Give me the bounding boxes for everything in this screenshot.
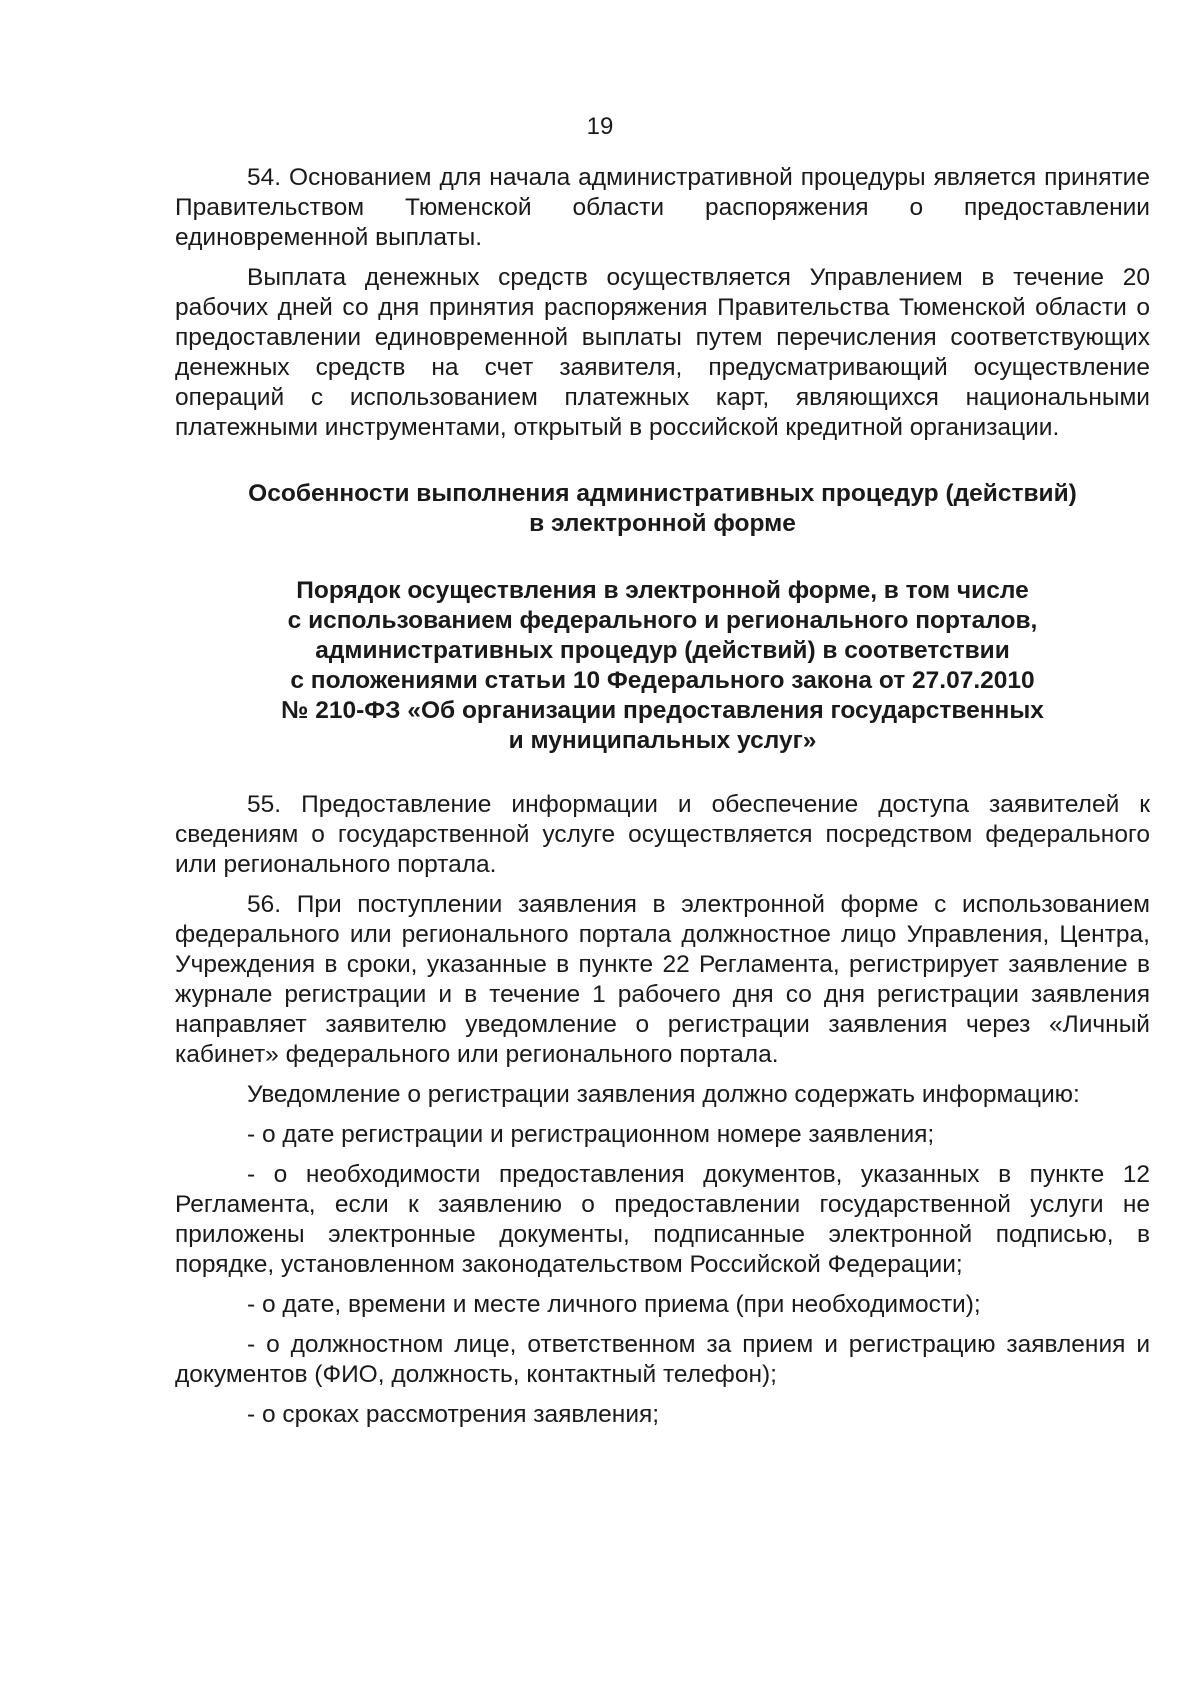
paragraph-payment: Выплата денежных средств осуществляется Управлением в течение 20 рабочих дней со дня принятия распоряжения Правительства Тюменской области о предоставлении единовременной выплаты путем перечисления соответствующих денежных средств на счет заявителя, предусматривающий осуществление операций с использованием платежных карт, являющихся национальными платежными инструментами, открытый в российской кредитной организации. <box>175 264 1150 441</box>
paragraph-55: 55. Предоставление информации и обеспечение доступа заявителей к сведениям о государственной услуге осуществляется посредством федерального или регионального портала. <box>175 791 1150 878</box>
heading-line: с положениями статьи 10 Федерального закона от 27.07.2010 <box>290 667 1035 694</box>
list-item-required-documents: - о необходимости предоставления документов, указанных в пункте 12 Регламента, если к заявлению о предоставлении государственной услуги не приложены электронные документы, подписанные электронной подписью, в порядке, установленном законодательством Российской Федерации; <box>175 1161 1150 1278</box>
heading-line: административных процедур (действий) в соответствии <box>315 637 1010 664</box>
paragraph-notification-intro: Уведомление о регистрации заявления должно содержать информацию: <box>247 1081 1080 1108</box>
paragraph-56: 56. При поступлении заявления в электронной форме с использованием федерального или регионального портала должностное лицо Управления, Центра, Учреждения в сроки, указанные в пункте 22 Регламента, регистрирует заявление в журнале регистрации и в течение 1 рабочего дня со дня регистрации заявления направляет заявителю уведомление о регистрации заявления через «Личный кабинет» федерального или регионального портала. <box>175 891 1150 1068</box>
list-item-review-terms: - о сроках рассмотрения заявления; <box>247 1401 660 1428</box>
heading-line: в электронной форме <box>529 510 796 537</box>
list-item-personal-appointment: - о дате, времени и месте личного приема (при необходимости); <box>247 1291 981 1318</box>
list-item-responsible-official: - о должностном лице, ответственном за прием и регистрацию заявления и документов (ФИО, должность, контактный телефон); <box>175 1331 1150 1388</box>
heading-line: с использованием федерального и регионального порталов, <box>287 607 1038 634</box>
heading-line: и муниципальных услуг» <box>508 727 817 754</box>
list-item-registration-date: - о дате регистрации и регистрационном номере заявления; <box>247 1121 935 1148</box>
paragraph-54: 54. Основанием для начала административной процедуры является принятие Правительством Тюменской области распоряжения о предоставлении единовременной выплаты. <box>175 164 1150 251</box>
document-body <box>175 163 1150 1440</box>
heading-line: Особенности выполнения административных процедур (действий) <box>248 480 1077 507</box>
section-heading-electronic-procedures <box>175 479 1150 539</box>
subsection-heading-portal-procedures <box>175 576 1150 756</box>
heading-line: № 210-ФЗ «Об организации предоставления государственных <box>281 697 1044 724</box>
page-number: 19 <box>586 113 614 140</box>
heading-line: Порядок осуществления в электронной форме, в том числе <box>296 577 1029 604</box>
